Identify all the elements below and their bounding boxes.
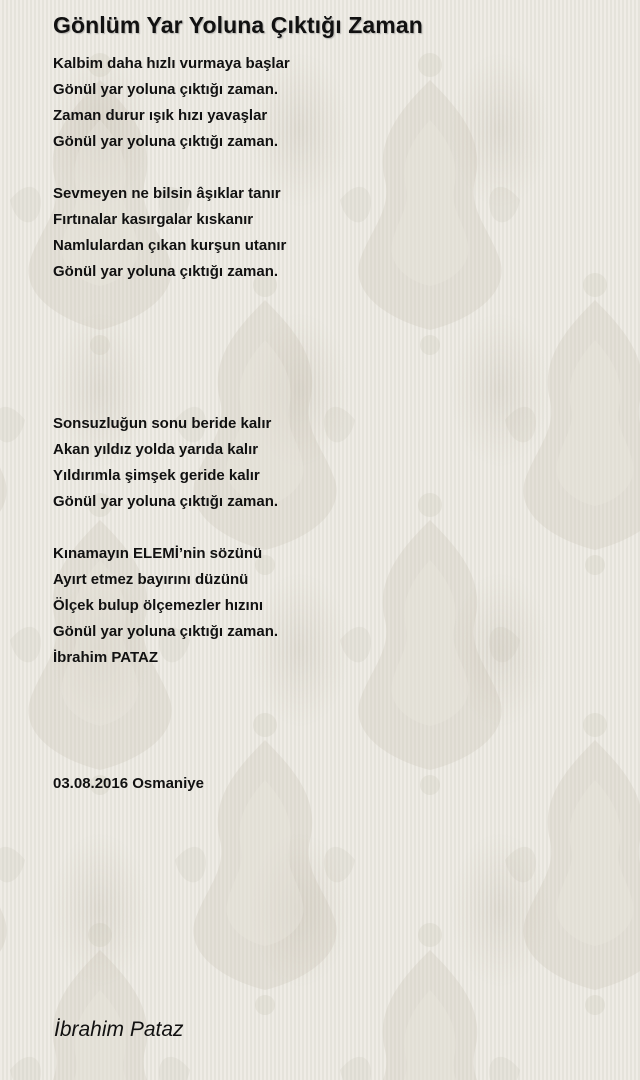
poem-line: Gönül yar yoluna çıktığı zaman. (53, 623, 279, 640)
poem-line: Fırtınalar kasırgalar kıskanır (53, 211, 254, 228)
stanza-2 (53, 181, 286, 285)
stanza-4 (53, 541, 278, 671)
poem-line: Kalbim daha hızlı vurmaya başlar (53, 55, 290, 72)
poem-line: Gönül yar yoluna çıktığı zaman. (53, 263, 279, 280)
poem-title: Gönlüm Yar Yoluna Çıktığı Zaman (53, 12, 423, 38)
poem-line: Kınamayın ELEMİ’nin sözünü (53, 545, 263, 562)
poem-line: Sonsuzluğun sonu beride kalır (53, 415, 272, 432)
poem-line: Ölçek bulup ölçemezler hızını (53, 597, 264, 614)
poem-line: Sevmeyen ne bilsin âşıklar tanır (53, 185, 281, 202)
date-place: 03.08.2016 Osmaniye (53, 775, 204, 792)
poem-line: Ayırt etmez bayırını düzünü (53, 571, 249, 588)
author-signature: İbrahim Pataz (54, 1018, 184, 1041)
stanza-3 (53, 411, 278, 515)
poem-line: Gönül yar yoluna çıktığı zaman. (53, 133, 279, 150)
poem-line: Namlulardan çıkan kurşun utanır (53, 237, 287, 254)
poem-line: Gönül yar yoluna çıktığı zaman. (53, 493, 279, 510)
poem-line: Yıldırımla şimşek geride kalır (53, 467, 260, 484)
poem-line: Akan yıldız yolda yarıda kalır (53, 441, 259, 458)
stanza-1 (53, 51, 290, 155)
poem-line: Zaman durur ışık hızı yavaşlar (53, 107, 268, 124)
poem-line: Gönül yar yoluna çıktığı zaman. (53, 81, 279, 98)
poem-author-line: İbrahim PATAZ (53, 649, 158, 666)
